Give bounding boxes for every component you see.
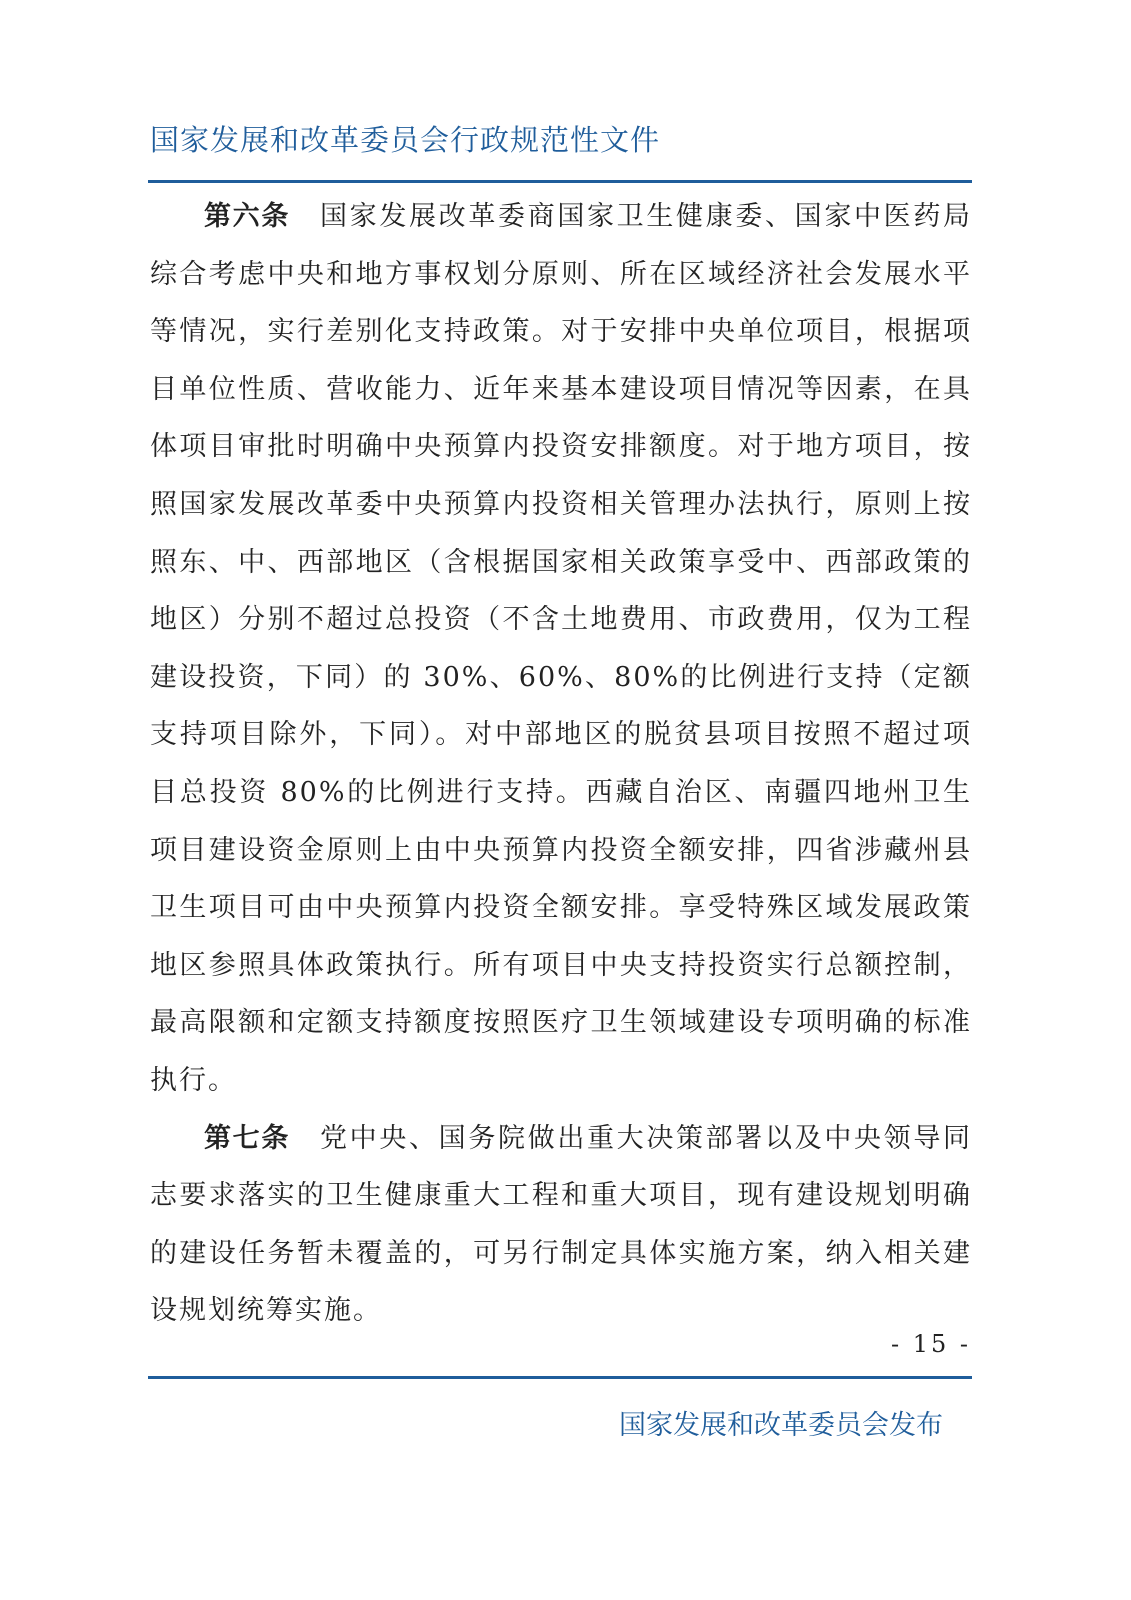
article-7-label: 第七条: [204, 1122, 290, 1154]
footer-publisher: 国家发展和改革委员会发布: [619, 1410, 943, 1441]
article-7-text: 党中央、国务院做出重大决策部署以及中央领导同志要求落实的卫生健康重大工程和重大项目，现有建设规划明确的建设任务暂未覆盖的，可另行制定具体实施方案，纳入相关建设规划统筹实施。: [150, 1122, 972, 1327]
footer-divider: [148, 1376, 972, 1379]
article-6-label: 第六条: [204, 201, 290, 232]
article-6: [150, 188, 972, 1110]
page-header-title: 国家发展和改革委员会行政规范性文件: [150, 123, 661, 157]
page-number: - 15 -: [890, 1330, 971, 1358]
article-6-text: 国家发展改革委商国家卫生健康委、国家中医药局综合考虑中央和地方事权划分原则、所在区域经济社会发展水平等情况，实行差别化支持政策。对于安排中央单位项目，根据项目单位性质、营收能力、近年来基本建设项目情况等因素，在具体项目审批时明确中央预算内投资安排额度。对于地方项目，按照国家发展改革委中央预算内投资相关管理办法执行，原则上按照东、中、西部地区（含根据国家相关政策享受中、西部政策的地区）分别不超过总投资（不含土地费用、市政费用，仅为工程建设投资，下同）的 30%、60%、80%的比例进行支持（定额支持项目除外，下同）。对中部地区的脱贫县项目按照不超过项目总投资 80%的比例进行支持。西藏自治区、南疆四地州卫生项目建设资金原则上由中央预算内投资全额安排，四省涉藏州县卫生项目可由中央预算内投资全额安排。享受特殊区域发展政策地区参照具体政策执行。所有项目中央支持投资实行总额控制，最高限额和定额支持额度按照医疗卫生领域建设专项明确的标准执行。: [150, 201, 972, 1096]
article-7: [150, 1110, 972, 1340]
document-body: [150, 188, 972, 1340]
header-divider: [148, 180, 972, 183]
